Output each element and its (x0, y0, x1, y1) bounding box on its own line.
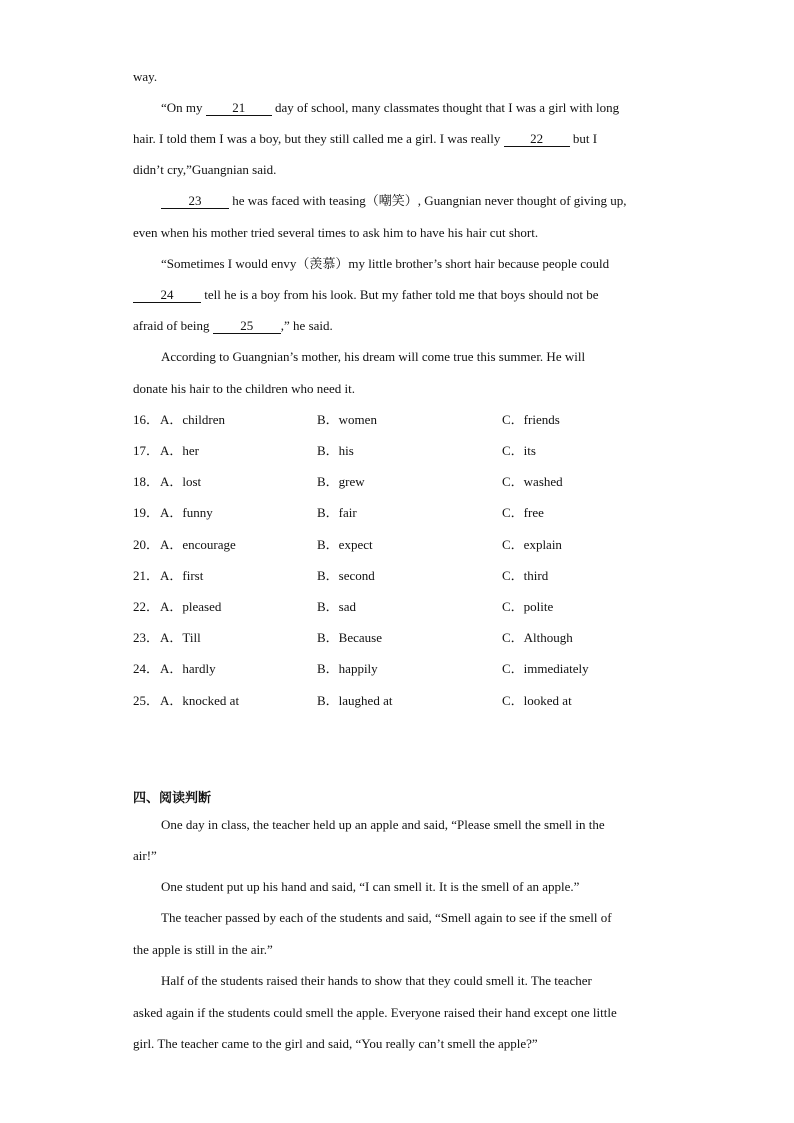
passage-line (161, 100, 661, 116)
passage-line (133, 162, 663, 178)
passage-text: hair. I told them I was a boy, but they still called me a girl. I was really (133, 131, 504, 146)
option-b: B．fair (317, 505, 357, 520)
option-b: B．happily (317, 661, 378, 676)
question-number: 18． (133, 474, 160, 489)
passage-text: donate his hair to the children who need it. (133, 381, 356, 396)
option-c: C．looked at (502, 693, 572, 708)
option-a: A．her (160, 443, 199, 458)
question-18 (133, 474, 693, 490)
question-number: 23． (133, 630, 160, 645)
option-c: C．washed (502, 474, 563, 489)
passage-line (133, 131, 663, 147)
option-a: A．Till (160, 630, 201, 645)
passage-text: ,” he said. (280, 318, 333, 333)
passage-line (133, 318, 663, 334)
option-b: B．second (317, 568, 375, 583)
option-a: A．children (160, 412, 225, 427)
question-23 (133, 630, 693, 646)
section-heading: 四、阅读判断 (133, 791, 212, 806)
blank-25: 25 (213, 319, 281, 334)
question-number: 17． (133, 443, 160, 458)
option-c: C．Although (502, 630, 573, 645)
passage-text: afraid of being (133, 318, 213, 333)
question-24 (133, 661, 693, 677)
option-b: B．his (317, 443, 354, 458)
passage-line (133, 381, 663, 397)
question-number: 24． (133, 661, 160, 676)
option-b: B．laughed at (317, 693, 393, 708)
option-a: A．hardly (160, 661, 216, 676)
passage-line (133, 942, 663, 958)
passage-text: way. (133, 69, 158, 84)
question-16 (133, 412, 693, 428)
passage-line (133, 1005, 663, 1021)
passage-text: According to Guangnian’s mother, his dream will come true this summer. He will (161, 349, 586, 364)
option-b: B．grew (317, 474, 365, 489)
passage-text: The teacher passed by each of the students and said, “Smell again to see if the smell of (161, 910, 612, 925)
option-c: C．free (502, 505, 544, 520)
passage-text: he was faced with teasing（嘲笑）, Guangnian never thought of giving up, (229, 193, 627, 208)
option-c: C．explain (502, 537, 562, 552)
passage-text: didn’t cry,”Guangnian said. (133, 162, 277, 177)
question-number: 22． (133, 599, 160, 614)
option-a: A．first (160, 568, 204, 583)
passage-text: even when his mother tried several times to ask him to have his hair cut short. (133, 225, 539, 240)
passage-text: day of school, many classmates thought that I was a girl with long (271, 100, 620, 115)
question-25 (133, 693, 693, 709)
option-c: C．third (502, 568, 549, 583)
passage-line (133, 848, 663, 864)
passage-line (161, 879, 661, 895)
option-a: A．lost (160, 474, 202, 489)
question-number: 20． (133, 537, 160, 552)
passage-line (133, 225, 663, 241)
question-21 (133, 568, 693, 584)
passage-line (133, 69, 663, 85)
passage-text: Half of the students raised their hands to show that they could smell it. The teacher (161, 973, 592, 988)
passage-line (161, 973, 661, 989)
passage-line (161, 256, 661, 272)
option-b: B．Because (317, 630, 382, 645)
passage-line (161, 193, 661, 209)
question-number: 16． (133, 412, 160, 427)
blank-24: 24 (133, 288, 201, 303)
passage-text: tell he is a boy from his look. But my father told me that boys should not be (201, 287, 599, 302)
passage-line (133, 1036, 663, 1052)
option-a: A．pleased (160, 599, 222, 614)
option-a: A．encourage (160, 537, 236, 552)
blank-23: 23 (161, 194, 229, 209)
passage-line (161, 910, 661, 926)
option-b: B．sad (317, 599, 357, 614)
blank-21: 21 (206, 101, 272, 116)
passage-text: One day in class, the teacher held up an apple and said, “Please smell the smell in the (161, 817, 605, 832)
option-c: C．friends (502, 412, 560, 427)
option-c: C．its (502, 443, 536, 458)
option-a: A．funny (160, 505, 213, 520)
option-c: C．immediately (502, 661, 589, 676)
passage-text: asked again if the students could smell the apple. Everyone raised their hand except one little (133, 1005, 617, 1020)
option-a: A．knocked at (160, 693, 240, 708)
passage-text: but I (569, 131, 598, 146)
question-19 (133, 505, 693, 521)
question-22 (133, 599, 693, 615)
passage-line (133, 287, 663, 303)
passage-text: “Sometimes I would envy（羡慕）my little brother’s short hair because people could (161, 256, 610, 271)
passage-line (161, 349, 661, 365)
option-b: B．expect (317, 537, 373, 552)
passage-text: One student put up his hand and said, “I can smell it. It is the smell of an apple.” (161, 879, 580, 894)
question-number: 19． (133, 505, 160, 520)
passage-line (161, 817, 661, 833)
option-b: B．women (317, 412, 377, 427)
passage-text: girl. The teacher came to the girl and said, “You really can’t smell the apple?” (133, 1036, 538, 1051)
question-number: 25． (133, 693, 160, 708)
passage-text: the apple is still in the air.” (133, 942, 273, 957)
question-17 (133, 443, 693, 459)
question-number: 21． (133, 568, 160, 583)
passage-text: air!” (133, 848, 157, 863)
option-c: C．polite (502, 599, 554, 614)
blank-22: 22 (504, 132, 570, 147)
passage-text: “On my (161, 100, 206, 115)
question-20 (133, 537, 693, 553)
